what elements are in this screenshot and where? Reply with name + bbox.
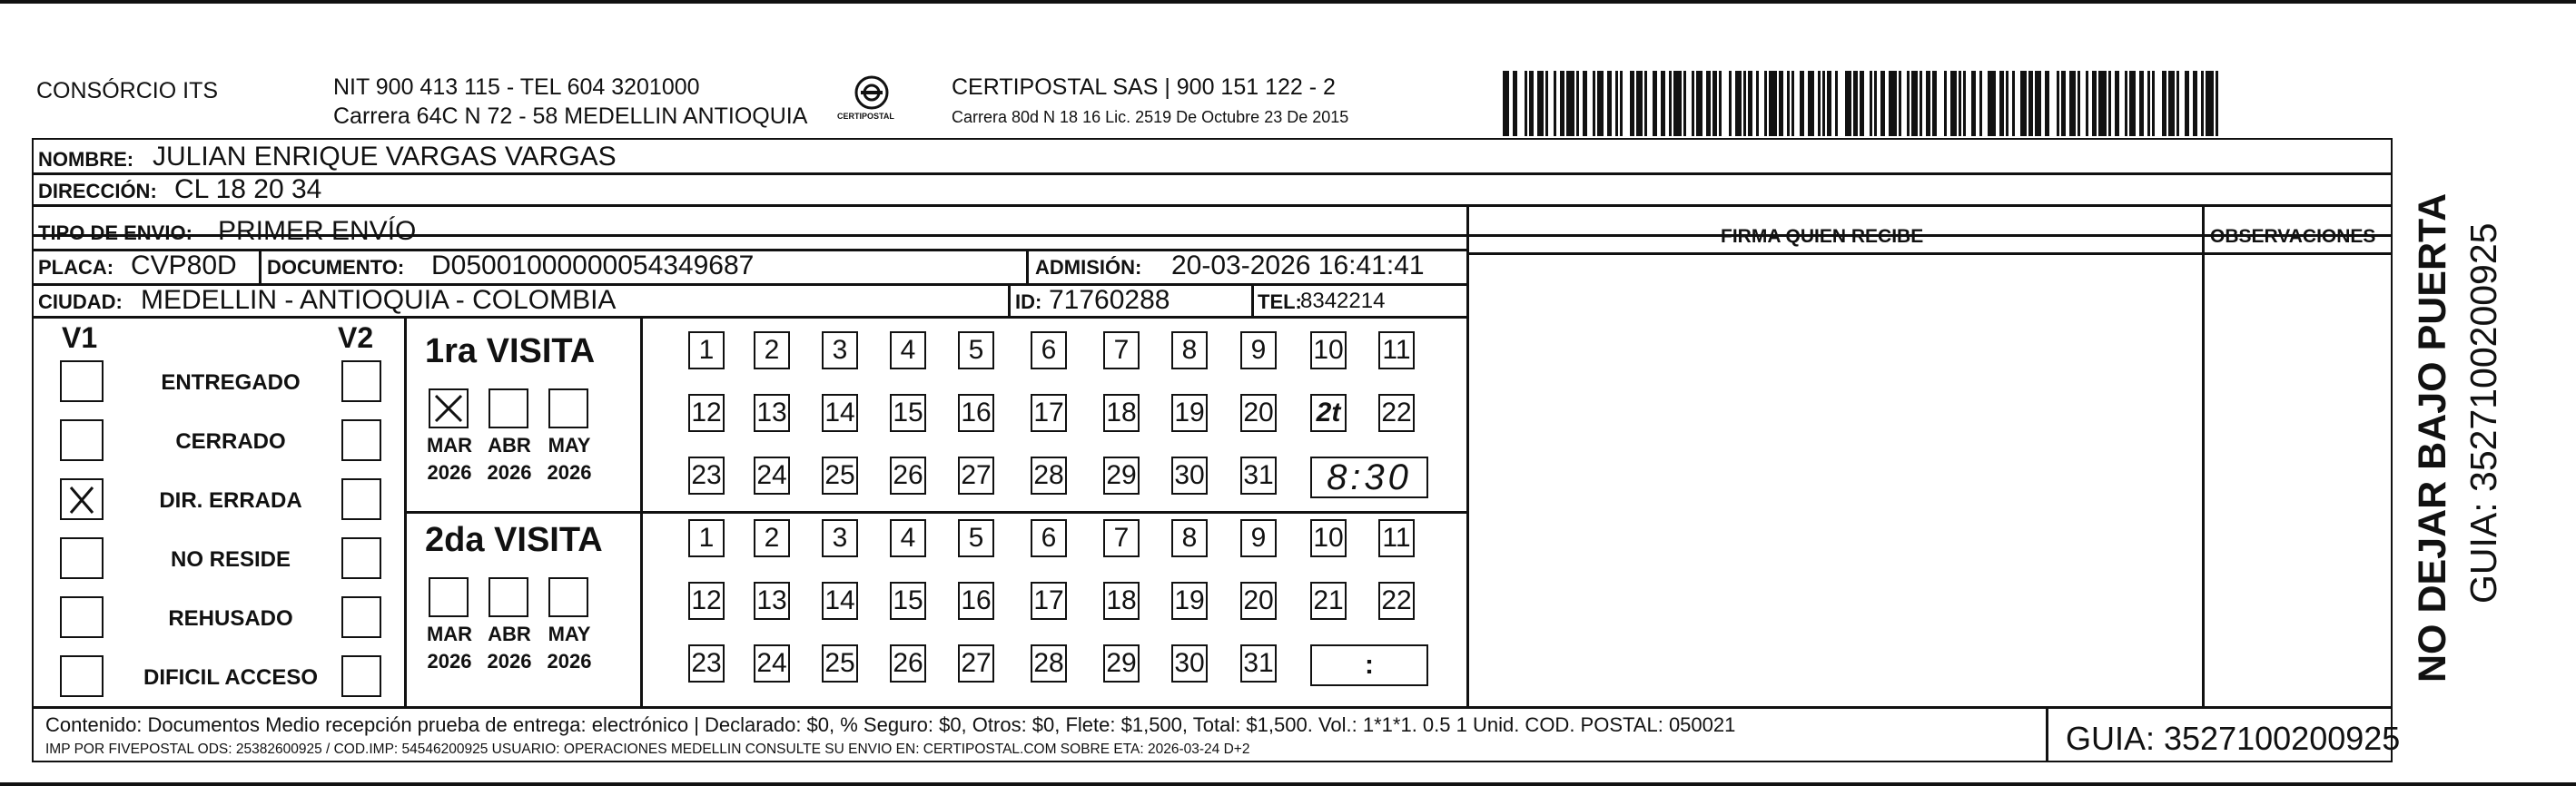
day-box[interactable]: 20	[1240, 582, 1277, 620]
barcode-bar	[2020, 71, 2027, 136]
day-box[interactable]: 16	[958, 582, 994, 620]
barcode-bar	[1729, 71, 1732, 136]
documento-value: D05001000000054349687	[431, 251, 755, 280]
day-box[interactable]: 8	[1171, 331, 1208, 369]
v2-checkbox[interactable]	[341, 360, 381, 402]
day-box[interactable]: 3	[822, 519, 858, 557]
day-box[interactable]: 19	[1171, 394, 1208, 432]
year-label: 2026	[487, 650, 532, 673]
ciudad-value: MEDELLIN - ANTIOQUIA - COLOMBIA	[141, 285, 617, 315]
day-box[interactable]: 9	[1240, 519, 1277, 557]
v1-checkbox[interactable]	[60, 655, 104, 697]
barcode-bar	[2006, 71, 2008, 136]
row-line	[32, 706, 2393, 709]
day-box[interactable]: 10	[1310, 331, 1347, 369]
col-line	[2046, 706, 2048, 762]
barcode-bar	[1800, 71, 1804, 136]
barcode-bar	[1764, 71, 1767, 136]
barcode-bar	[2012, 71, 2015, 136]
certipostal-logo	[835, 74, 908, 129]
barcode-bar	[1874, 71, 1877, 136]
barcode-bar	[1545, 71, 1548, 136]
day-box[interactable]: 5	[958, 331, 994, 369]
barcode-bar	[1554, 71, 1556, 136]
footer-guia: GUIA: 3527100200925	[2066, 720, 2401, 757]
check-mark-icon	[430, 390, 467, 427]
day-box[interactable]: 1	[688, 331, 725, 369]
barcode-bar	[1870, 71, 1872, 136]
barcode-bar	[1988, 71, 1996, 136]
barcode-bar	[1959, 71, 1961, 136]
barcode-bar	[2206, 71, 2214, 136]
barcode-bar	[2147, 71, 2150, 136]
company-address: Carrera 64C N 72 - 58 MEDELLIN ANTIOQUIA	[333, 103, 808, 129]
day-box[interactable]: 27	[958, 457, 994, 495]
day-box[interactable]: 1	[688, 519, 725, 557]
barcode-bar	[2139, 71, 2144, 136]
placa-value: CVP80D	[131, 251, 237, 280]
col-line	[2202, 204, 2205, 706]
day-box[interactable]: 25	[822, 457, 858, 495]
barcode-bar	[1503, 71, 1509, 136]
day-box[interactable]: 21	[1310, 582, 1347, 620]
barcode-bar	[2129, 71, 2136, 136]
day-box[interactable]: 15	[890, 582, 926, 620]
day-box[interactable]: 12	[688, 394, 725, 432]
direccion-label: DIRECCIÓN:	[38, 180, 157, 202]
barcode-bar	[1673, 71, 1682, 136]
barcode-bar	[1712, 71, 1717, 136]
day-box[interactable]: 30	[1171, 644, 1208, 683]
barcode-bar	[1769, 71, 1777, 136]
day-box[interactable]: 3	[822, 331, 858, 369]
certipostal-address: Carrera 80d N 18 16 Lic. 2519 De Octubre 23 De 2015	[952, 108, 1349, 126]
barcode-bar	[1615, 71, 1618, 136]
barcode-bar	[1791, 71, 1794, 136]
top-border	[0, 0, 2576, 4]
day-box[interactable]: 7	[1103, 331, 1140, 369]
documento-label: DOCUMENTO:	[267, 256, 405, 279]
barcode-bar	[1999, 71, 2004, 136]
month-label: MAR	[426, 434, 473, 457]
barcode-bar	[1920, 71, 1922, 136]
barcode-bar	[2092, 71, 2097, 136]
v2-checkbox[interactable]	[341, 419, 381, 461]
day-box[interactable]: 12	[688, 582, 725, 620]
barcode-bar	[1748, 71, 1752, 136]
admision-label: ADMISIÓN:	[1035, 256, 1142, 279]
day-box[interactable]: 29	[1103, 644, 1140, 683]
day-box[interactable]: 2t	[1310, 394, 1347, 432]
id-label: ID:	[1015, 290, 1042, 313]
day-box[interactable]: 28	[1031, 644, 1067, 683]
check-mark-icon	[62, 480, 102, 518]
status-label: DIFICIL ACCESO	[143, 665, 318, 690]
second-visit-title: 2da VISITA	[425, 521, 603, 559]
day-box[interactable]: 31	[1240, 644, 1277, 683]
month-label: ABR	[488, 623, 531, 645]
barcode-bar	[1529, 71, 1534, 136]
barcode-bar	[1889, 71, 1897, 136]
nombre-value: JULIAN ENRIQUE VARGAS VARGAS	[153, 142, 617, 172]
month-checkbox[interactable]	[429, 577, 469, 617]
barcode-bar	[1537, 71, 1544, 136]
barcode-bar	[1735, 71, 1742, 136]
nombre-label: NOMBRE:	[38, 148, 134, 171]
day-box[interactable]: 11	[1378, 519, 1415, 557]
day-box[interactable]: 22	[1378, 394, 1415, 432]
day-box[interactable]: 31	[1240, 457, 1277, 495]
barcode-bar	[1583, 71, 1587, 136]
barcode-bar	[2098, 71, 2107, 136]
barcode-bar	[1669, 71, 1672, 136]
time-field[interactable]: 8:30	[1310, 457, 1428, 498]
barcode-bar	[1597, 71, 1604, 136]
col-line	[1466, 204, 1469, 706]
barcode-bar	[1853, 71, 1858, 136]
day-box[interactable]: 24	[754, 457, 790, 495]
day-box[interactable]: 15	[890, 394, 926, 432]
col-line	[1251, 285, 1254, 316]
row-line	[32, 204, 2393, 207]
barcode-bar	[1845, 71, 1851, 136]
col-line	[1026, 251, 1029, 283]
barcode-bar	[1696, 71, 1703, 136]
company-name: CONSÓRCIO ITS	[36, 78, 219, 103]
barcode	[1503, 71, 2229, 136]
barcode-bar	[1630, 71, 1634, 136]
row-line	[404, 511, 1466, 514]
day-box[interactable]: 9	[1240, 331, 1277, 369]
day-box[interactable]: 19	[1171, 582, 1208, 620]
year-label: 2026	[427, 650, 472, 673]
status-label: NO RESIDE	[170, 547, 291, 572]
barcode-bar	[1907, 71, 1910, 136]
barcode-bar	[2115, 71, 2119, 136]
barcode-bar	[1525, 71, 1527, 136]
month-label: ABR	[488, 434, 531, 457]
day-box[interactable]: 4	[890, 519, 926, 557]
admision-value: 20-03-2026 16:41:41	[1171, 251, 1425, 280]
first-visit-title: 1ra VISITA	[425, 332, 596, 370]
barcode-bar	[2125, 71, 2127, 136]
col-line	[259, 251, 262, 283]
barcode-bar	[1706, 71, 1711, 136]
day-box[interactable]: 18	[1103, 582, 1140, 620]
footer-contenido: Contenido: Documentos Medio recepción prueba de entrega: electrónico | Declarado: $0, % Seguro: $0, Otros: $0, Flete: $1,500, Total: $1,500. Vol.: 1*1*1. 0.5 1 Unid. COD. POSTAL: 050021	[45, 713, 1736, 736]
barcode-bar	[2086, 71, 2088, 136]
day-box[interactable]: 18	[1103, 394, 1140, 432]
barcode-bar	[1779, 71, 1783, 136]
day-box[interactable]: 29	[1103, 457, 1140, 495]
barcode-bar	[2069, 71, 2076, 136]
month-checkbox[interactable]	[429, 388, 469, 428]
v2-checkbox[interactable]	[341, 478, 381, 520]
barcode-bar	[1636, 71, 1643, 136]
tel-value: 8342214	[1300, 289, 1386, 313]
barcode-bar	[2176, 71, 2179, 136]
time-field[interactable]: :	[1310, 644, 1428, 686]
day-box[interactable]: 8	[1171, 519, 1208, 557]
year-label: 2026	[547, 650, 592, 673]
barcode-bar	[2078, 71, 2080, 136]
month-label: MAY	[548, 434, 591, 457]
month-checkbox[interactable]	[489, 577, 528, 617]
v1-checkbox[interactable]	[60, 537, 104, 579]
day-box[interactable]: 6	[1031, 331, 1067, 369]
no-dejar-bajo-puerta: NO DEJAR BAJO PUERTA	[2411, 192, 2454, 683]
barcode-bar	[2193, 71, 2197, 136]
barcode-bar	[1808, 71, 1814, 136]
company-nit: NIT 900 413 115 - TEL 604 3201000	[333, 74, 700, 100]
day-box[interactable]: 2	[754, 519, 790, 557]
barcode-bar	[1932, 71, 1937, 136]
barcode-bar	[1899, 71, 1901, 136]
barcode-bar	[1513, 71, 1517, 136]
row-line	[32, 172, 2393, 175]
barcode-bar	[1835, 71, 1838, 136]
v2-checkbox[interactable]	[341, 655, 381, 697]
v1-checkbox[interactable]	[60, 360, 104, 402]
barcode-bar	[2057, 71, 2059, 136]
status-label: ENTREGADO	[161, 370, 301, 395]
side-guia: GUIA: 3527100200925	[2462, 222, 2504, 604]
month-checkbox[interactable]	[548, 388, 588, 428]
barcode-bar	[1683, 71, 1686, 136]
day-box[interactable]: 25	[822, 644, 858, 683]
v1-checkbox[interactable]	[60, 419, 104, 461]
day-box[interactable]: 30	[1171, 457, 1208, 495]
day-box[interactable]: 26	[890, 457, 926, 495]
barcode-bar	[2201, 71, 2204, 136]
bottom-border	[0, 782, 2576, 786]
ciudad-label: CIUDAD:	[38, 290, 123, 313]
month-label: MAR	[426, 623, 473, 645]
observaciones-header: OBSERVACIONES	[2210, 226, 2376, 247]
barcode-bar	[1607, 71, 1612, 136]
barcode-bar	[1653, 71, 1657, 136]
barcode-bar	[1963, 71, 1966, 136]
firma-header: FIRMA QUIEN RECIBE	[1721, 226, 1924, 247]
day-box[interactable]: 10	[1310, 519, 1347, 557]
barcode-bar	[1950, 71, 1957, 136]
barcode-bar	[1692, 71, 1694, 136]
day-box[interactable]: 14	[822, 394, 858, 432]
barcode-bar	[1926, 71, 1930, 136]
footer-imp: IMP POR FIVEPOSTAL ODS: 25382600925 / COD.IMP: 54546200925 USUARIO: OPERACIONES MEDELLIN CONSULTE SU ENVIO EN: CERTIPOSTAL.COM SOBRE ETA: 2026-03-24 D+2	[45, 742, 1250, 757]
barcode-bar	[1880, 71, 1885, 136]
v2-label: V2	[338, 321, 374, 354]
v1-label: V1	[62, 321, 98, 354]
barcode-bar	[2108, 71, 2111, 136]
barcode-bar	[1979, 71, 1982, 136]
status-label: DIR. ERRADA	[159, 488, 302, 513]
barcode-bar	[1860, 71, 1864, 136]
barcode-bar	[1661, 71, 1665, 136]
barcode-bar	[1719, 71, 1722, 136]
barcode-bar	[2045, 71, 2049, 136]
id-value: 71760288	[1049, 285, 1170, 315]
v2-checkbox[interactable]	[341, 537, 381, 579]
barcode-bar	[2028, 71, 2033, 136]
barcode-bar	[2185, 71, 2189, 136]
placa-label: PLACA:	[38, 256, 114, 279]
barcode-bar	[1944, 71, 1947, 136]
barcode-bar	[1593, 71, 1595, 136]
day-box[interactable]: 4	[890, 331, 926, 369]
barcode-bar	[1787, 71, 1790, 136]
day-box[interactable]: 20	[1240, 394, 1277, 432]
day-box[interactable]: 11	[1378, 331, 1415, 369]
barcode-bar	[2216, 71, 2218, 136]
v1-checkbox[interactable]	[60, 596, 104, 638]
day-box[interactable]: 24	[754, 644, 790, 683]
day-box[interactable]: 27	[958, 644, 994, 683]
day-box[interactable]: 16	[958, 394, 994, 432]
day-box[interactable]: 28	[1031, 457, 1067, 495]
barcode-bar	[2035, 71, 2041, 136]
month-label: MAY	[548, 623, 591, 645]
day-box[interactable]: 23	[688, 457, 725, 495]
barcode-bar	[1756, 71, 1759, 136]
barcode-bar	[2152, 71, 2155, 136]
barcode-bar	[2162, 71, 2166, 136]
day-box[interactable]: 14	[822, 582, 858, 620]
tipo-envio-value: PRIMER ENVÍO	[218, 216, 417, 246]
month-checkbox[interactable]	[489, 388, 528, 428]
barcode-bar	[1743, 71, 1746, 136]
barcode-bar	[1566, 71, 1574, 136]
barcode-bar	[2168, 71, 2175, 136]
barcode-bar	[1971, 71, 1976, 136]
tipo-envio-label: TIPO DE ENVIO:	[38, 221, 192, 244]
barcode-bar	[1560, 71, 1564, 136]
day-box[interactable]: 17	[1031, 582, 1067, 620]
day-box[interactable]: 23	[688, 644, 725, 683]
barcode-bar	[1576, 71, 1579, 136]
year-label: 2026	[487, 461, 532, 484]
day-box[interactable]: 2	[754, 331, 790, 369]
v2-checkbox[interactable]	[341, 596, 381, 638]
v1-checkbox[interactable]	[60, 478, 104, 520]
barcode-bar	[1827, 71, 1831, 136]
row-line	[1466, 252, 2393, 255]
barcode-bar	[1644, 71, 1647, 136]
day-box[interactable]: 13	[754, 394, 790, 432]
direccion-value: CL 18 20 34	[174, 174, 322, 204]
day-box[interactable]: 26	[890, 644, 926, 683]
tel-label: TEL:	[1258, 290, 1302, 313]
status-label: REHUSADO	[168, 606, 293, 631]
barcode-bar	[1818, 71, 1821, 136]
barcode-bar	[2061, 71, 2066, 136]
day-box[interactable]: 22	[1378, 582, 1415, 620]
day-box[interactable]: 7	[1103, 519, 1140, 557]
logo-text: CERTIPOSTAL	[837, 112, 894, 121]
status-label: CERRADO	[175, 429, 286, 454]
year-label: 2026	[427, 461, 472, 484]
certipostal-info: CERTIPOSTAL SAS | 900 151 122 - 2	[952, 74, 1336, 100]
col-line	[1008, 285, 1011, 316]
barcode-bar	[1620, 71, 1623, 136]
month-checkbox[interactable]	[548, 577, 588, 617]
day-box[interactable]: 13	[754, 582, 790, 620]
row-line	[32, 316, 1466, 319]
barcode-bar	[1911, 71, 1918, 136]
barcode-bar	[1822, 71, 1825, 136]
day-box[interactable]: 5	[958, 519, 994, 557]
year-label: 2026	[547, 461, 592, 484]
day-box[interactable]: 17	[1031, 394, 1067, 432]
day-box[interactable]: 6	[1031, 519, 1067, 557]
